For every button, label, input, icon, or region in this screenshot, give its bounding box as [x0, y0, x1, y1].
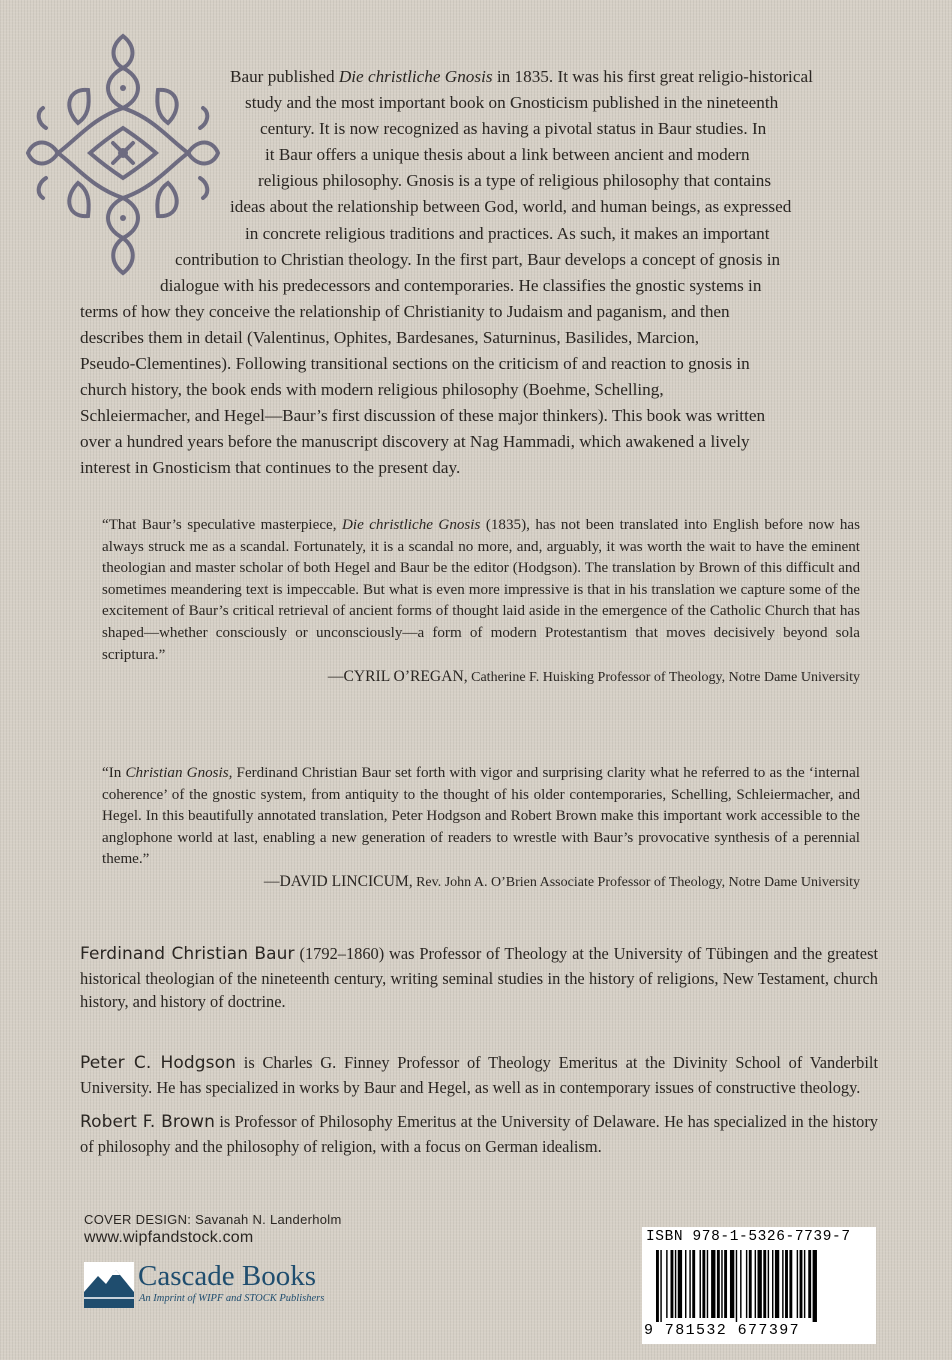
publisher-logo: [84, 1260, 384, 1310]
blurb-line: interest in Gnosticism that continues to the present day.: [80, 458, 461, 478]
barcode-bar: [746, 1250, 747, 1318]
barcode-bar: [730, 1250, 734, 1318]
barcode-bar: [666, 1250, 667, 1318]
barcode-bar: [689, 1250, 690, 1318]
isbn-barcode: [642, 1227, 876, 1344]
author-name: Ferdinand Christian Baur: [80, 944, 295, 964]
blurb-line: contribution to Christian theology. In the first part, Baur develops a concept of gnosis in: [175, 249, 781, 269]
description-blurb: [0, 64, 952, 482]
barcode-digits: 9 781532 677397: [644, 1322, 801, 1339]
barcode-bar: [700, 1250, 701, 1318]
barcode-bar: [692, 1250, 695, 1318]
barcode-bar: [724, 1250, 727, 1318]
publisher-url: www.wipfandstock.com: [84, 1229, 254, 1246]
isbn-label: ISBN 978-1-5326-7739-7: [646, 1229, 851, 1245]
barcode-bar: [721, 1250, 722, 1318]
blurb-line: religious philosophy. Gnosis is a type of religious philosophy that contains: [258, 171, 772, 191]
barcode-bars: [656, 1250, 862, 1322]
blurb-line: dialogue with his predecessors and contemporaries. He classifies the gnostic systems in: [160, 275, 762, 295]
editor-bio: Peter C. Hodgson is Charles G. Finney Professor of Theology Emeritus at the Divinity School of Vanderbilt University. He has specialized in works by Baur and Hegel, as well as in contemporary issues of constructive theology.: [80, 1053, 879, 1097]
publisher-tagline: An Imprint of WIPF and STOCK Publishers: [139, 1293, 325, 1304]
barcode-bar: [711, 1250, 715, 1318]
barcode-bar: [758, 1250, 762, 1318]
credits: [84, 1212, 342, 1247]
blurb-line: Schleiermacher, and Hegel—Baur’s first discussion of these major thinkers). This book was written: [80, 406, 766, 426]
barcode-bar: [763, 1250, 766, 1318]
barcode-bar: [675, 1250, 676, 1318]
barcode-bar: [768, 1250, 769, 1318]
barcode-bar: [671, 1250, 674, 1318]
barcode-bar: [804, 1250, 805, 1318]
blurb-line: ideas about the relationship between God, world, and human beings, as expressed: [230, 197, 792, 217]
blurb-line: church history, the book ends with modern religious philosophy (Boehme, Schelling,: [80, 380, 664, 400]
mountain-logo-icon: [84, 1262, 134, 1308]
barcode-bar: [755, 1250, 756, 1318]
blurb-line: in concrete religious traditions and practices. As such, it makes an important: [245, 223, 770, 243]
barcode-bar: [782, 1250, 783, 1318]
translator-bio: Robert F. Brown is Professor of Philosophy Emeritus at the University of Delaware. He has specialized in the history of philosophy and the philosophy of religion, with a focus on German idealism.: [80, 1112, 878, 1156]
blurb-line: Baur published Die christliche Gnosis in 1835. It was his first great religio-historical: [230, 67, 813, 86]
blurb-line: over a hundred years before the manuscript discovery at Nag Hammadi, which awakened a lively: [80, 432, 750, 452]
barcode-bar: [800, 1250, 803, 1318]
blurb-line: Pseudo-Clementines). Following transitional sections on the criticism of and reaction to gnosis in: [80, 354, 750, 374]
barcode-bar: [749, 1250, 752, 1318]
book-title-italic: Die christliche Gnosis: [338, 67, 493, 86]
endorsement-attribution: —DAVID LINCICUM, Rev. John A. O’Brien Associate Professor of Theology, Notre Dame University: [263, 872, 860, 890]
blurb-line: it Baur offers a unique thesis about a link between ancient and modern: [265, 145, 750, 165]
endorsement-attribution: —CYRIL O’REGAN, Catherine F. Huisking Professor of Theology, Notre Dame University: [327, 668, 860, 686]
barcode-bar: [685, 1250, 686, 1318]
barcode-bar: [707, 1250, 708, 1318]
barcode-bar: [656, 1250, 659, 1322]
endorsement-quote: “In Christian Gnosis, Ferdinand Christian Baur set forth with vigor and surprising clarity what he referred to as the ‘internal coherence’ of the gnostic system, from antiquity to the thought of his older contemporaries, Schelling, Schleiermacher, and Hegel. In this beautifully annotated translation, Peter Hodgson and Robert Brown make this important work accessible to the anglophone world at last, enabling a new generation of readers to wrestle with Baur’s provocative synthesis of a perennial theme.” —DAVID LINCICUM, Rev. John A. O’Brien Associate Professor of Theology, Notre Dame University: [102, 763, 860, 894]
barcode-bar: [678, 1250, 682, 1318]
publisher-name: Cascade Books: [138, 1260, 316, 1292]
blurb-line: terms of how they conceive the relationship of Christianity to Judaism and paganism, and then: [80, 301, 730, 321]
barcode-bar: [660, 1250, 661, 1322]
barcode-bar: [813, 1250, 817, 1322]
barcode-bar: [702, 1250, 705, 1318]
barcode-bar: [736, 1250, 737, 1322]
barcode-bar: [717, 1250, 720, 1318]
barcode-bar: [789, 1250, 792, 1318]
barcode-bar: [772, 1250, 773, 1318]
endorsement-quote: “That Baur’s speculative masterpiece, Die christliche Gnosis (1835), has not been translated into English before now has always struck me as a scandal. Fortunately, it is a scandal no more, and, arguably, it was worth the wait to have the eminent theologian and master scholar of both Hegel and Baur be the editor (Hodgson). The translation by Brown of this difficult and sometimes meandering text is impeccable. But what is even more impressive is that in his translation we capture some of the excitement of Baur’s critical retrieval of ancient forms of thought laid aside in the emergence of the Catholic Church that has shaped—whether consciously or unconsciously—a form of modern Protestantism that moves decisively beyond sola scriptura.” —CYRIL O’REGAN, Catherine F. Huisking Professor of Theology, Notre Dame University: [102, 515, 860, 689]
barcode-bar: [775, 1250, 779, 1318]
blurb-line: describes them in detail (Valentinus, Ophites, Bardesanes, Saturninus, Basilides, Marcion,: [80, 327, 700, 347]
cover-design-credit: COVER DESIGN: Savanah N. Landerholm: [84, 1212, 342, 1227]
translator-name: Robert F. Brown: [80, 1112, 216, 1132]
barcode-bar: [808, 1250, 811, 1318]
blurb-line: study and the most important book on Gnosticism published in the nineteenth: [245, 93, 779, 113]
barcode-bar: [785, 1250, 788, 1318]
author-bio: Ferdinand Christian Baur (1792–1860) was Professor of Theology at the University of Tübingen and the greatest historical theologian of the nineteenth century, writing seminal studies in the history of religions, New Testament, church history, and history of doctrine.: [80, 944, 878, 1012]
blurb-line: century. It is now recognized as having a pivotal status in Baur studies. In: [260, 119, 767, 139]
barcode-bar: [797, 1250, 798, 1318]
barcode-bar: [740, 1250, 741, 1318]
editor-name: Peter C. Hodgson: [80, 1053, 237, 1073]
